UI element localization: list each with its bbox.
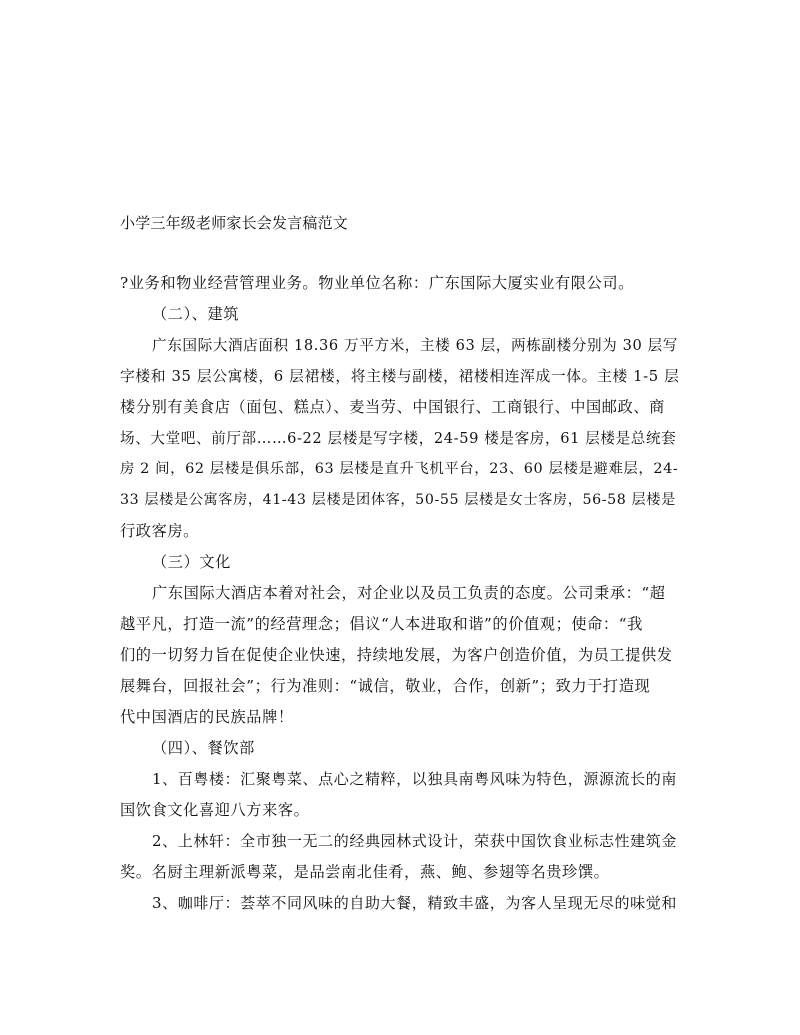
paragraph-line: 越平凡，打造一流”的经营理念；倡议“人本进取和谐”的价值观；使命：“我: [120, 615, 643, 633]
paragraph-line: 2、上林轩：全市独一无二的经典园林式设计，荣获中国饮食业标志性建筑金: [152, 832, 677, 850]
paragraph-line: 奖。名厨主理新派粤菜，是品尝南北佳肴，燕、鲍、参翅等名贵珍馔。: [120, 863, 610, 881]
document-body: [120, 268, 682, 919]
paragraph-line: 33 层楼是公寓客房，41-43 层楼是团体客，50-55 层楼是女士客房，56-58 层楼是: [120, 492, 676, 508]
paragraph-line: 房 2 间，62 层楼是俱乐部，63 层楼是直升飞机平台，23、60 层楼是避难层，24-: [120, 461, 679, 477]
paragraph-line: 楼分别有美食店（面包、糕点）、麦当劳、中国银行、工商银行、中国邮政、商: [120, 398, 665, 416]
body-line: ?业务和物业经营管理业务。物业单位名称：广东国际大厦实业有限公司。: [120, 274, 634, 292]
paragraph-line: 展舞台，回报社会”；行为准则：“诚信，敬业，合作，创新”；致力于打造现: [120, 677, 651, 695]
paragraph-line: 场、大堂吧、前厅部……6-22 层楼是写字楼，24-59 楼是客房，61 层楼是总统套: [120, 430, 677, 447]
paragraph-line: 1、百粤楼：汇聚粤菜、点心之精粹，以独具南粤风味为特色，源源流长的南: [152, 770, 677, 788]
section-heading: （四）、餐饮部: [152, 739, 255, 757]
section-heading: （三）文化: [152, 553, 231, 571]
paragraph-line: 国饮食文化喜迎八方来客。: [120, 801, 310, 819]
paragraph-line: 广东国际大酒店面积 18.36 万平方米，主楼 63 层，两栋副楼分别为 30 层写: [152, 337, 678, 354]
paragraph-line: 们的一切努力旨在促使企业快速，持续地发展，为客户创造价值，为员工提供发: [120, 646, 673, 664]
paragraph-line: 广东国际大酒店本着对社会，对企业以及员工负责的态度。公司秉承：“超: [152, 584, 666, 602]
paragraph-line: 代中国酒店的民族品牌！: [120, 708, 294, 726]
paragraph-line: 3、咖啡厅：荟萃不同风味的自助大餐，精致丰盛，为客人呈现无尽的味觉和: [152, 894, 677, 912]
paragraph-line: 字楼和 35 层公寓楼，6 层裙楼，将主楼与副楼，裙楼相连浑成一体。主楼 1-5 层: [120, 368, 680, 385]
section-heading: （二）、建筑: [152, 305, 240, 323]
document-title: 小学三年级老师家长会发言稿范文: [120, 214, 349, 232]
paragraph-line: 行政客房。: [120, 522, 199, 540]
